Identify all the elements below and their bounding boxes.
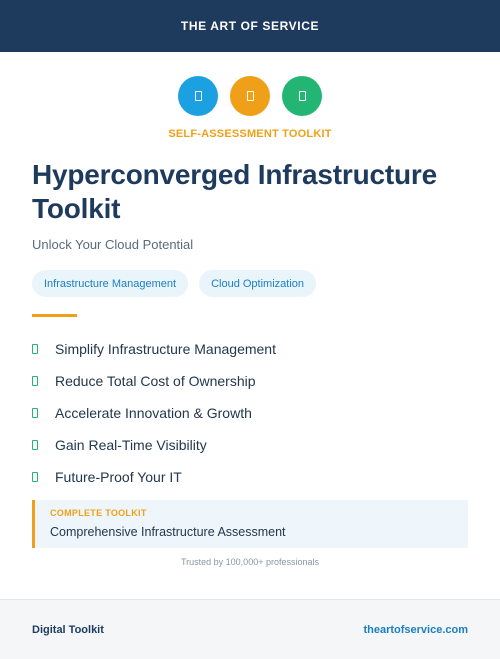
accent-divider — [32, 314, 77, 317]
page-subtitle: Unlock Your Cloud Potential — [32, 237, 194, 252]
footer-bar — [0, 599, 500, 659]
tag-infrastructure-management: Infrastructure Management — [32, 270, 188, 297]
feature-item — [32, 365, 472, 397]
feature-label: Gain Real-Time Visibility — [55, 437, 207, 453]
checkbox-icon — [32, 344, 38, 354]
feature-item — [32, 333, 472, 365]
feature-list — [32, 333, 472, 493]
feature-label: Accelerate Innovation & Growth — [55, 405, 252, 421]
feature-item — [32, 461, 472, 493]
feature-item — [32, 397, 472, 429]
footer-label: Digital Toolkit — [32, 623, 104, 636]
tag-list — [32, 270, 316, 297]
complete-toolkit-callout — [32, 500, 468, 548]
callout-kicker: COMPLETE TOOLKIT — [50, 508, 147, 518]
feature-label: Future-Proof Your IT — [55, 469, 182, 485]
icon-row — [0, 76, 500, 116]
checkbox-icon — [32, 440, 38, 450]
document-icon — [178, 76, 218, 116]
document-icon — [282, 76, 322, 116]
header-bar — [0, 0, 500, 52]
feature-item — [32, 429, 472, 461]
website-link[interactable]: theartofservice.com — [363, 623, 468, 636]
checkbox-icon — [32, 376, 38, 386]
brand-name: THE ART OF SERVICE — [180, 19, 320, 33]
checkbox-icon — [32, 472, 38, 482]
tag-cloud-optimization: Cloud Optimization — [199, 270, 316, 297]
callout-text: Comprehensive Infrastructure Assessment — [50, 525, 286, 539]
trust-note: Trusted by 100,000+ professionals — [180, 557, 319, 567]
checkbox-icon — [32, 408, 38, 418]
toolkit-kicker: SELF-ASSESSMENT TOOLKIT — [168, 128, 332, 140]
document-icon — [230, 76, 270, 116]
feature-label: Simplify Infrastructure Management — [55, 341, 276, 357]
feature-label: Reduce Total Cost of Ownership — [55, 373, 256, 389]
page-title: Hyperconverged Infrastructure Toolkit — [32, 159, 437, 224]
